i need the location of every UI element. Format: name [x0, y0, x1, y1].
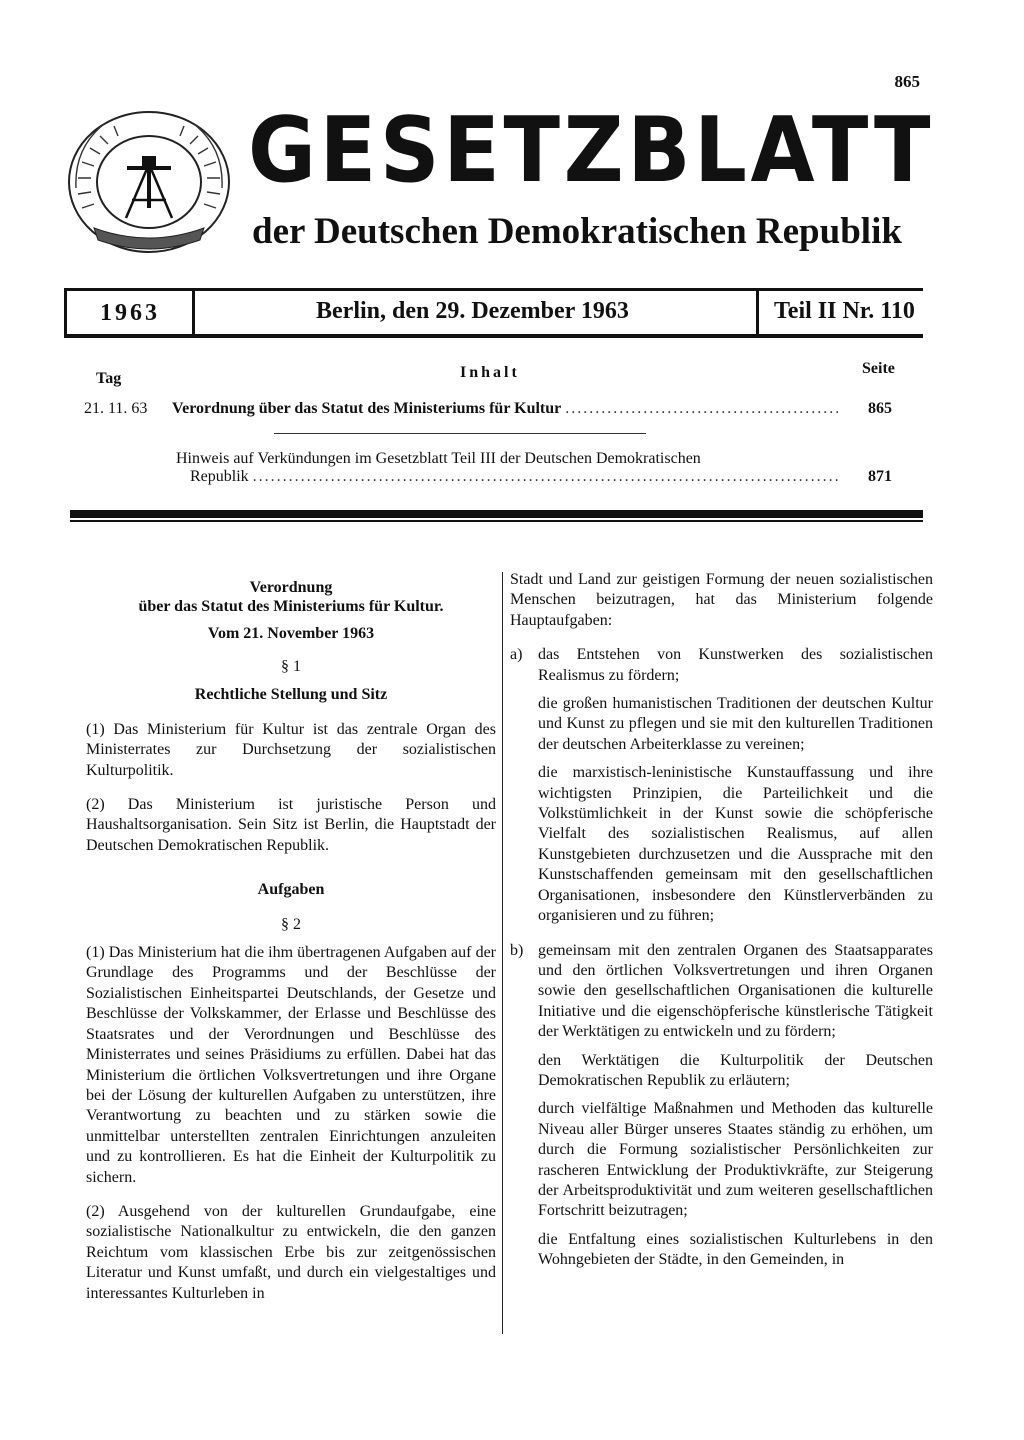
- task-b-paragraph-3: durch vielfältige Maßnahmen und Methoden das kulturelle Niveau aller Bürger unseres Staates ständig zu erhöhen, um durch die Formung sozialistischer Persönlichkeiten zur rascheren Entwicklung der Produktivkräfte, zur Steigerung der Arbeitsproduktivität und zum weiteren gesellschaftlichen Fortschritt beizutragen;: [538, 1100, 933, 1220]
- header-bottom-rule: [64, 334, 923, 338]
- section-2-paragraph-1: (1) Das Ministerium hat die ihm übertragenen Aufgaben auf der Grundlage des Programms und der Beschlüsse der Sozialistischen Einheitspartei Deutschlands, der Gesetze und Beschlüsse der Volkskammer, der Erlasse und Beschlüsse des Staatsrates und der Verordnungen und Beschlüsse des Ministerrates und seines Präsidiums zu erfüllen. Dabei hat das Ministerium die örtlichen Volksvertretungen und ihre Organe bei der Lösung der kulturellen Aufgaben zu unterstützen, ihre Verantwortung zu beachten und zu stärken sowie die unmittelbar unterstellten zentralen Einrichtungen anzuleiten und zu kontrollieren. Es hat die Einheit der Kulturpolitik zu sichern.: [86, 944, 496, 1186]
- toc-entry-date: 21. 11. 63: [84, 400, 148, 417]
- section-1-paragraph-1: (1) Das Ministerium für Kultur ist das zentrale Organ des Ministerrates zur Durchsetzung der sozialistischen Kulturpolitik.: [86, 720, 496, 779]
- tasks-heading: Aufgaben: [257, 881, 325, 899]
- toc-leader-dots: [565, 400, 838, 418]
- masthead-subtitle: der Deutschen Demokratischen Republik: [252, 211, 902, 252]
- section-1-paragraph-2: (2) Das Ministerium ist juristische Person und Haushaltsorganisation. Sein Sitz ist Berlin, die Hauptstadt der Deutschen Demokratischen Republik.: [86, 796, 496, 854]
- right-column: [510, 570, 933, 1271]
- task-b-paragraph-2: den Werktätigen die Kulturpolitik der Deutschen Demokratischen Republik zu erläutern;: [538, 1051, 933, 1089]
- toc-end-rule-thin: [70, 520, 923, 522]
- task-a-paragraph-3: die marxistisch-leninistische Kunstauffassung und ihre wichtigsten Prinzipien, die Parteilichkeit und die Volkstümlichkeit in der Kunst sowie die schöpferische Vielfalt des sozialistischen Realismus, auf allen Kunstgebieten durchzusetzen und die Aussprache mit den Kunstschaffenden gemeinsam mit den gesellschaftlichen Organisationen, insbesondere den Künstlerverbänden zu organisieren und zu führen;: [538, 764, 933, 925]
- task-item-a: [510, 645, 933, 926]
- masthead-title: GESETZBLATT: [248, 98, 935, 203]
- state-emblem-icon: [64, 108, 234, 256]
- task-a-marker: a): [510, 646, 523, 664]
- tasks-intro: Stadt und Land zur geistigen Formung der neuen sozialistischen Menschen beizutragen, hat das Ministerium folgende Hauptaufgaben:: [510, 571, 933, 629]
- toc-column-tag: Tag: [96, 370, 122, 387]
- issue-place-date: Berlin, den 29. Dezember 1963: [316, 298, 629, 324]
- task-b-paragraph-1: gemeinsam mit den zentralen Organen des Staatsapparates und den örtlichen Volksvertretungen und ihren Organen sowie den gesellschaftlichen Organisationen die kulturelle Initiative und die eigenschöpferische künstlerische Tätigkeit der Werktätigen zu entwickeln und zu fördern;: [538, 941, 933, 1041]
- toc-notice-line1: Hinweis auf Verkündungen im Gesetzblatt Teil III der Deutschen Demokratischen: [176, 450, 701, 467]
- toc-end-rule: [70, 510, 923, 518]
- task-a-paragraph-2: die großen humanistischen Traditionen der deutschen Kultur und Kunst zu pflegen und sie mit den kulturellen Traditionen der deutschen Arbeiterklasse zu vereinen;: [538, 695, 933, 753]
- ordinance-title-line1: Verordnung: [249, 579, 333, 596]
- toc-entry-page: 865: [868, 400, 892, 417]
- task-b-marker: b): [510, 941, 524, 959]
- section-2-number: § 2: [281, 915, 301, 933]
- toc-notice-page: 871: [868, 468, 892, 485]
- toc-divider: [274, 433, 646, 434]
- ordinance-date: Vom 21. November 1963: [207, 625, 375, 642]
- section-2-paragraph-2: (2) Ausgehend von der kulturellen Grundaufgabe, eine sozialistische Nationalkultur zu entwickeln, die den ganzen Reichtum vom klassischen Erbe bis zur zeitgenössischen Literatur und Kunst umfaßt, und durch ein vielgestaltiges und interessantes Kulturleben in: [86, 1202, 496, 1302]
- toc-column-seite: Seite: [862, 360, 895, 377]
- section-1-heading: Rechtliche Stellung und Sitz: [194, 686, 388, 704]
- page-number: 865: [894, 72, 920, 91]
- header-divider-2: [756, 288, 759, 338]
- issue-year: 1963: [100, 300, 160, 326]
- ordinance-title-line2: über das Statut des Ministeriums für Kultur.: [138, 598, 444, 615]
- toc-notice-entry[interactable]: [190, 468, 892, 486]
- left-column: [86, 578, 496, 1304]
- header-left-rule: [64, 288, 67, 338]
- toc-column-inhalt: Inhalt: [460, 364, 520, 381]
- toc-entry-title: Verordnung über das Statut des Ministeriums für Kultur: [172, 400, 562, 417]
- task-b-paragraph-4: die Entfaltung eines sozialistischen Kulturlebens in den Wohngebieten der Städte, in den Gemeinden, in: [538, 1230, 933, 1269]
- task-item-b: [510, 941, 933, 1271]
- issue-number: Teil II Nr. 110: [774, 298, 915, 324]
- section-1-number: § 1: [281, 658, 301, 675]
- task-a-paragraph-1: das Entstehen von Kunstwerken des sozialistischen Realismus zu fördern;: [538, 646, 933, 684]
- header-divider-1: [192, 288, 195, 338]
- toc-leader-dots: [253, 468, 838, 486]
- issue-header-bar: [64, 288, 923, 338]
- toc-notice-line2: Republik: [190, 468, 249, 485]
- column-divider: [502, 572, 503, 1334]
- toc-entry[interactable]: [84, 400, 892, 418]
